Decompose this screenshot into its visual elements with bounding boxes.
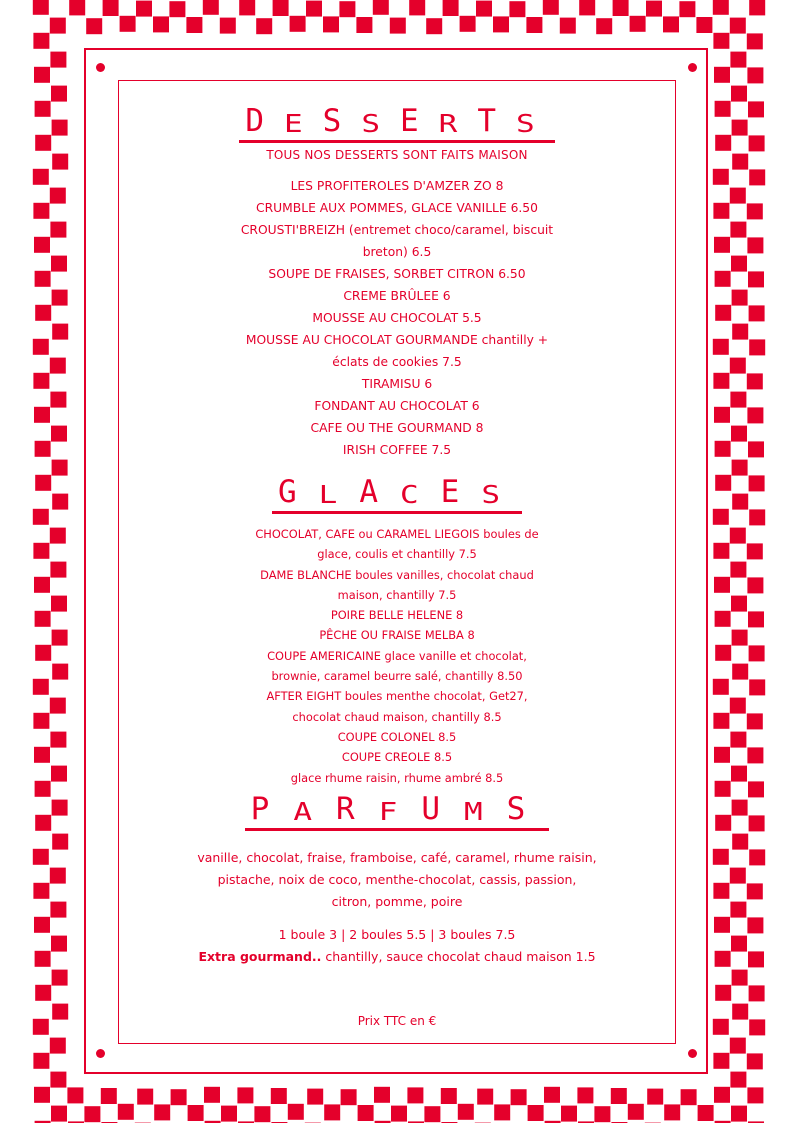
checker-square bbox=[426, 18, 442, 34]
checker-square bbox=[458, 1104, 474, 1120]
checker-square bbox=[681, 1089, 697, 1105]
checker-square bbox=[732, 630, 748, 646]
checker-square bbox=[373, 0, 389, 15]
checker-square bbox=[747, 577, 763, 593]
checker-square bbox=[528, 1105, 544, 1121]
checker-square bbox=[747, 1053, 763, 1069]
checker-square bbox=[35, 135, 51, 151]
checker-square bbox=[730, 18, 746, 34]
checker-square bbox=[713, 883, 729, 899]
checker-square bbox=[51, 1106, 67, 1122]
checker-square bbox=[52, 664, 68, 680]
checker-square bbox=[714, 917, 730, 933]
checker-square bbox=[713, 679, 729, 695]
checker-square bbox=[52, 800, 68, 816]
checker-square bbox=[50, 358, 66, 374]
menu-item: COUPE AMERICAINE glace vanille et chocolat, bbox=[267, 648, 527, 663]
checker-square bbox=[715, 611, 731, 627]
checker-square bbox=[256, 18, 272, 34]
checker-square bbox=[664, 1104, 680, 1120]
menu-item: TIRAMISU 6 bbox=[361, 377, 433, 391]
checker-square bbox=[52, 834, 68, 850]
checker-square bbox=[237, 1087, 253, 1103]
checker-square bbox=[526, 17, 542, 33]
menu-item: SOUPE DE FRAISES, SORBET CITRON 6.50 bbox=[268, 267, 526, 281]
checker-square bbox=[34, 747, 50, 763]
checker-square bbox=[630, 16, 646, 32]
checker-square bbox=[611, 1088, 627, 1104]
checker-square bbox=[50, 1072, 66, 1088]
checker-square bbox=[732, 800, 748, 816]
checker-square bbox=[713, 713, 729, 729]
checker-square bbox=[50, 732, 66, 748]
checker-square bbox=[732, 154, 748, 170]
checker-square bbox=[747, 237, 763, 253]
checker-square bbox=[273, 0, 289, 16]
checker-square bbox=[67, 1087, 83, 1103]
checker-square bbox=[747, 543, 763, 559]
checker-square bbox=[374, 1087, 390, 1103]
glaces-section bbox=[118, 474, 676, 788]
checker-square bbox=[136, 1, 152, 17]
checker-square bbox=[698, 1105, 714, 1121]
checker-square bbox=[443, 0, 459, 16]
checker-square bbox=[424, 1106, 440, 1122]
checker-square bbox=[34, 407, 50, 423]
checker-square bbox=[52, 120, 68, 136]
checker-square bbox=[731, 426, 747, 442]
menu-item: COUPE CREOLE 8.5 bbox=[341, 750, 453, 765]
checker-square bbox=[101, 1088, 117, 1104]
checker-square bbox=[715, 951, 731, 967]
checker-square bbox=[494, 1104, 510, 1120]
flavour-line: citron, pomme, poire bbox=[331, 893, 463, 909]
checker-square bbox=[50, 902, 66, 918]
checker-square bbox=[154, 1104, 170, 1120]
checker-square bbox=[51, 936, 67, 952]
checker-square bbox=[749, 305, 765, 321]
checker-square bbox=[356, 17, 372, 33]
checker-square bbox=[730, 698, 746, 714]
desserts-subtitle: TOUS NOS DESSERTS SONT FAITS MAISON bbox=[266, 148, 528, 162]
checker-square bbox=[339, 1, 355, 17]
checker-square bbox=[35, 985, 51, 1001]
flavour-line: vanille, chocolat, fraise, framboise, café, caramel, rhume raisin, bbox=[197, 849, 597, 865]
checker-square bbox=[324, 1104, 340, 1120]
checker-square bbox=[714, 67, 730, 83]
checker-square bbox=[749, 679, 765, 695]
checker-square bbox=[749, 339, 765, 355]
extra-gourmand-label: Extra gourmand.. bbox=[198, 948, 322, 964]
checker-square bbox=[714, 407, 730, 423]
checker-square bbox=[441, 1088, 457, 1104]
checker-square bbox=[748, 271, 764, 287]
checker-square bbox=[137, 1089, 153, 1105]
checker-square bbox=[544, 1087, 560, 1103]
checker-square bbox=[50, 868, 66, 884]
scoop-prices: 1 boule 3 | 2 boules 5.5 | 3 boules 7.5 bbox=[278, 926, 516, 942]
checker-square bbox=[52, 630, 68, 646]
footer-note: Prix TTC en € bbox=[357, 1014, 437, 1028]
checker-square bbox=[34, 67, 50, 83]
checker-square bbox=[749, 985, 765, 1001]
checker-square bbox=[732, 494, 748, 510]
menu-item: POIRE BELLE HELENE 8 bbox=[330, 608, 464, 623]
checker-square bbox=[715, 645, 731, 661]
checker-square bbox=[713, 849, 729, 865]
checker-square bbox=[50, 188, 66, 204]
checker-square bbox=[732, 664, 748, 680]
checker-square bbox=[239, 0, 255, 15]
checker-square bbox=[33, 1019, 49, 1035]
checker-square bbox=[730, 902, 746, 918]
checker-square bbox=[407, 1087, 423, 1103]
checker-square bbox=[33, 713, 49, 729]
menu-item: COUPE COLONEL 8.5 bbox=[337, 729, 457, 744]
checker-square bbox=[730, 222, 746, 238]
checker-square bbox=[747, 883, 763, 899]
checker-square bbox=[221, 1106, 237, 1122]
checker-square bbox=[663, 16, 679, 32]
parfums-title: PARFUMS bbox=[245, 794, 550, 831]
checker-square bbox=[52, 460, 68, 476]
checker-square bbox=[476, 1, 492, 17]
checker-square bbox=[52, 154, 68, 170]
checker-square bbox=[35, 305, 51, 321]
checker-square bbox=[713, 203, 729, 219]
checker-square bbox=[713, 33, 729, 49]
checker-square bbox=[749, 169, 765, 185]
checker-square bbox=[186, 17, 202, 33]
checker-square bbox=[732, 1004, 748, 1020]
desserts-section bbox=[118, 80, 676, 461]
checker-square bbox=[713, 0, 729, 15]
checker-square bbox=[730, 1072, 746, 1088]
checker-square bbox=[647, 1089, 663, 1105]
checker-square bbox=[748, 781, 764, 797]
checker-square bbox=[203, 0, 219, 15]
checker-square bbox=[33, 0, 49, 15]
checker-square bbox=[34, 1087, 50, 1103]
checker-square bbox=[715, 815, 731, 831]
menu-item: IRISH COFFEE 7.5 bbox=[342, 443, 452, 457]
checker-square bbox=[33, 543, 49, 559]
checker-square bbox=[33, 203, 49, 219]
checker-square bbox=[714, 237, 730, 253]
checker-square bbox=[730, 52, 746, 68]
checker-square bbox=[628, 1104, 644, 1120]
checker-square bbox=[33, 849, 49, 865]
checker-square bbox=[50, 562, 66, 578]
checker-square bbox=[713, 543, 729, 559]
checker-square bbox=[52, 290, 68, 306]
checker-square bbox=[747, 747, 763, 763]
checker-square bbox=[749, 0, 765, 15]
menu-item: breton) 6.5 bbox=[362, 245, 432, 259]
glaces-title: GLACES bbox=[272, 477, 522, 514]
checker-square bbox=[749, 645, 765, 661]
checker-square bbox=[51, 256, 67, 272]
checker-square bbox=[35, 271, 51, 287]
glaces-list bbox=[118, 524, 676, 788]
checker-square bbox=[732, 324, 748, 340]
checker-square bbox=[35, 475, 51, 491]
checker-square bbox=[51, 426, 67, 442]
desserts-list bbox=[118, 175, 676, 461]
menu-item: éclats de cookies 7.5 bbox=[332, 355, 462, 369]
checker-square bbox=[358, 1105, 374, 1121]
checker-square bbox=[50, 1038, 66, 1054]
checker-square bbox=[715, 305, 731, 321]
checker-square bbox=[33, 33, 49, 49]
desserts-title: DESSERTS bbox=[239, 106, 554, 143]
menu-item: PÊCHE OU FRAISE MELBA 8 bbox=[319, 628, 475, 643]
extra-gourmand-text: chantilly, sauce chocolat chaud maison 1.5 bbox=[321, 948, 596, 964]
checker-square bbox=[103, 0, 119, 16]
checker-square bbox=[51, 596, 67, 612]
checker-square bbox=[715, 101, 731, 117]
checker-square bbox=[730, 1038, 746, 1054]
checker-square bbox=[35, 815, 51, 831]
checker-square bbox=[731, 86, 747, 102]
checker-square bbox=[732, 460, 748, 476]
checker-square bbox=[169, 1, 185, 17]
checker-square bbox=[731, 596, 747, 612]
checker-square bbox=[730, 188, 746, 204]
checker-square bbox=[730, 562, 746, 578]
checker-square bbox=[732, 120, 748, 136]
checker-square bbox=[731, 1106, 747, 1122]
checker-square bbox=[713, 509, 729, 525]
corner-dot bbox=[688, 63, 697, 72]
checker-square bbox=[715, 475, 731, 491]
checker-square bbox=[307, 1089, 323, 1105]
checker-square bbox=[50, 52, 66, 68]
checker-square bbox=[409, 0, 425, 15]
checker-square bbox=[84, 1106, 100, 1122]
checker-square bbox=[713, 1019, 729, 1035]
checker-square bbox=[51, 766, 67, 782]
checker-square bbox=[35, 611, 51, 627]
checker-square bbox=[35, 645, 51, 661]
checker-square bbox=[306, 1, 322, 17]
checker-square bbox=[34, 577, 50, 593]
checker-square bbox=[730, 528, 746, 544]
menu-item: CHOCOLAT, CAFE ou CARAMEL LIEGOIS boules de bbox=[255, 527, 539, 541]
checker-square bbox=[748, 101, 764, 117]
checker-square bbox=[732, 970, 748, 986]
checker-square bbox=[341, 1089, 357, 1105]
checker-square bbox=[543, 0, 559, 15]
checker-square bbox=[715, 135, 731, 151]
checker-square bbox=[714, 577, 730, 593]
checker-square bbox=[460, 16, 476, 32]
menu-item: CREME BRÛLEE 6 bbox=[343, 289, 451, 303]
menu-item: CAFE OU THE GOURMAND 8 bbox=[310, 421, 484, 435]
checker-square bbox=[254, 1106, 270, 1122]
checker-square bbox=[747, 1087, 763, 1103]
checker-square bbox=[714, 747, 730, 763]
checker-square bbox=[715, 271, 731, 287]
checker-square bbox=[511, 1089, 527, 1105]
checker-square bbox=[730, 358, 746, 374]
checker-square bbox=[33, 339, 49, 355]
checker-square bbox=[86, 18, 102, 34]
checker-square bbox=[749, 475, 765, 491]
checker-square bbox=[509, 1, 525, 17]
checker-square bbox=[748, 951, 764, 967]
checker-square bbox=[35, 951, 51, 967]
checker-square bbox=[52, 970, 68, 986]
checker-square bbox=[34, 917, 50, 933]
checker-square bbox=[715, 985, 731, 1001]
menu-item: FONDANT AU CHOCOLAT 6 bbox=[314, 399, 480, 413]
checker-square bbox=[188, 1105, 204, 1121]
checker-square bbox=[749, 815, 765, 831]
checker-square bbox=[730, 392, 746, 408]
checker-square bbox=[560, 18, 576, 34]
menu-item: CRUMBLE AUX POMMES, GLACE VANILLE 6.50 bbox=[256, 201, 538, 215]
checker-square bbox=[204, 1087, 220, 1103]
corner-dot bbox=[688, 1049, 697, 1058]
checker-square bbox=[748, 611, 764, 627]
checker-square bbox=[153, 16, 169, 32]
checker-square bbox=[749, 849, 765, 865]
checker-square bbox=[52, 1004, 68, 1020]
menu-content bbox=[118, 80, 676, 1028]
menu-item: DAME BLANCHE boules vanilles, chocolat chaud bbox=[260, 567, 534, 582]
corner-dot bbox=[96, 1049, 105, 1058]
checker-square bbox=[33, 373, 49, 389]
checker-square bbox=[33, 1053, 49, 1069]
menu-item: chocolat chaud maison, chantilly 8.5 bbox=[292, 709, 502, 724]
checker-square bbox=[391, 1106, 407, 1122]
checker-square bbox=[33, 509, 49, 525]
checker-square bbox=[747, 203, 763, 219]
checker-square bbox=[713, 373, 729, 389]
checker-square bbox=[493, 16, 509, 32]
checker-square bbox=[747, 33, 763, 49]
checker-square bbox=[747, 67, 763, 83]
checker-square bbox=[730, 732, 746, 748]
menu-item: brownie, caramel beurre salé, chantilly 8.50 bbox=[271, 669, 523, 684]
checker-square bbox=[714, 1087, 730, 1103]
checker-square bbox=[749, 1019, 765, 1035]
checker-square bbox=[731, 766, 747, 782]
checker-square bbox=[171, 1089, 187, 1105]
checker-square bbox=[271, 1088, 287, 1104]
checker-square bbox=[288, 1104, 304, 1120]
checker-square bbox=[749, 135, 765, 151]
checker-square bbox=[749, 509, 765, 525]
parfums-flavours bbox=[118, 847, 676, 913]
checker-square bbox=[561, 1106, 577, 1122]
checker-square bbox=[120, 16, 136, 32]
checker-square bbox=[747, 407, 763, 423]
checker-square bbox=[52, 494, 68, 510]
menu-item: MOUSSE AU CHOCOLAT 5.5 bbox=[312, 311, 482, 325]
menu-item: CROUSTI'BREIZH (entremet choco/caramel, biscuit bbox=[240, 223, 554, 237]
checker-square bbox=[747, 713, 763, 729]
checker-square bbox=[613, 0, 629, 16]
menu-item: LES PROFITEROLES D'AMZER ZO 8 bbox=[290, 179, 504, 193]
checker-square bbox=[33, 169, 49, 185]
checker-square bbox=[713, 169, 729, 185]
extra-gourmand bbox=[118, 946, 676, 968]
menu-item: glace, coulis et chantilly 7.5 bbox=[317, 547, 477, 562]
checker-square bbox=[35, 101, 51, 117]
checker-square bbox=[50, 392, 66, 408]
checker-square bbox=[732, 834, 748, 850]
checker-square bbox=[50, 698, 66, 714]
checker-square bbox=[118, 1104, 134, 1120]
checker-square bbox=[50, 18, 66, 34]
checker-square bbox=[747, 373, 763, 389]
checker-square bbox=[35, 441, 51, 457]
checker-square bbox=[220, 18, 236, 34]
checker-square bbox=[34, 237, 50, 253]
checker-square bbox=[477, 1089, 493, 1105]
checker-square bbox=[577, 1087, 593, 1103]
checker-square bbox=[33, 883, 49, 899]
menu-item: glace rhume raisin, rhume ambré 8.5 bbox=[290, 770, 504, 785]
checker-square bbox=[747, 917, 763, 933]
checker-square bbox=[390, 18, 406, 34]
checker-square bbox=[748, 441, 764, 457]
checker-square bbox=[732, 290, 748, 306]
corner-dot bbox=[96, 63, 105, 72]
checker-square bbox=[731, 936, 747, 952]
checker-square bbox=[596, 18, 612, 34]
checker-square bbox=[579, 0, 595, 15]
checker-square bbox=[594, 1106, 610, 1122]
checker-square bbox=[290, 16, 306, 32]
checker-square bbox=[35, 781, 51, 797]
flavour-line: pistache, noix de coco, menthe-chocolat, cassis, passion, bbox=[217, 871, 577, 887]
checker-square bbox=[696, 17, 712, 33]
checker-square bbox=[646, 1, 662, 17]
checker-square bbox=[33, 679, 49, 695]
checker-square bbox=[50, 222, 66, 238]
checker-square bbox=[51, 86, 67, 102]
menu-item: maison, chantilly 7.5 bbox=[337, 587, 457, 602]
menu-item: AFTER EIGHT boules menthe chocolat, Get27, bbox=[266, 689, 528, 704]
checker-square bbox=[713, 339, 729, 355]
checker-square bbox=[731, 256, 747, 272]
checker-square bbox=[679, 1, 695, 17]
checker-square bbox=[715, 441, 731, 457]
menu-item: MOUSSE AU CHOCOLAT GOURMANDE chantilly + bbox=[245, 333, 549, 347]
parfums-section bbox=[118, 790, 676, 968]
checker-square bbox=[50, 528, 66, 544]
checker-square bbox=[69, 0, 85, 15]
checker-square bbox=[323, 16, 339, 32]
checker-square bbox=[713, 1053, 729, 1069]
checker-square bbox=[52, 324, 68, 340]
checker-square bbox=[730, 868, 746, 884]
checker-square bbox=[715, 781, 731, 797]
